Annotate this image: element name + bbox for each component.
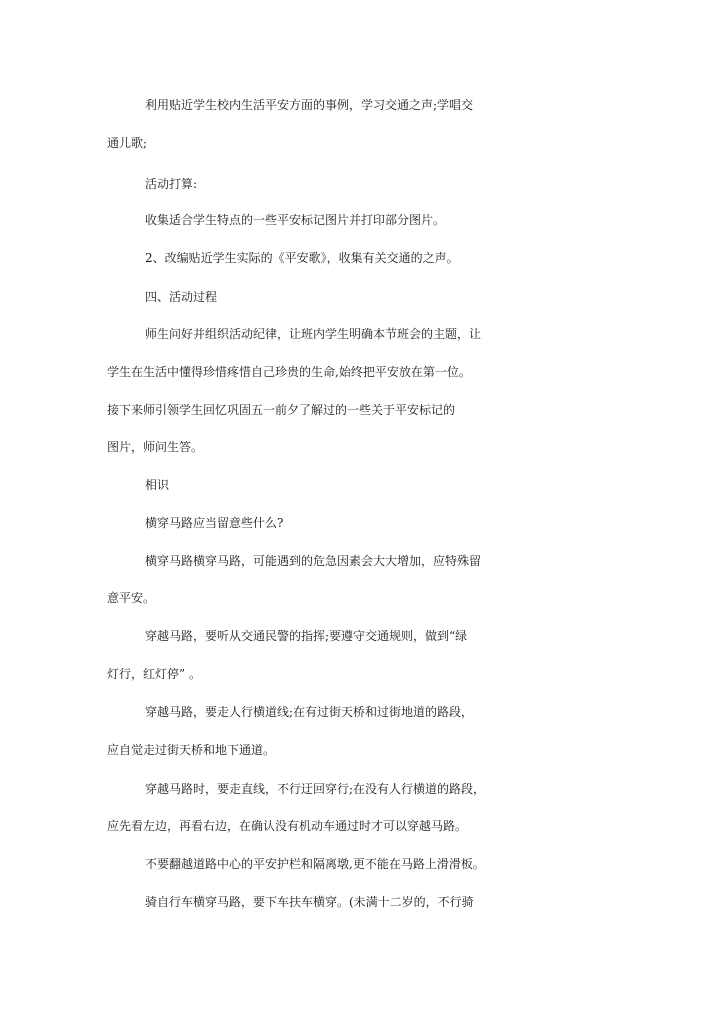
- paragraph-line-5: 2、改编贴近学生实际的《平安歌》，收集有关交通的之声。: [145, 251, 459, 265]
- paragraph-line-3: 活动打算:: [145, 177, 198, 191]
- paragraph-line-22: 骑自行车横穿马路，要下车扶车横穿。(未满十二岁的，不行骑: [145, 895, 474, 909]
- paragraph-line-17: 穿越马路，要走人行横道线;在有过街天桥和过街地道的路段，: [145, 705, 474, 719]
- paragraph-line-21: 不要翻越道路中心的平安护栏和隔离墩,更不能在马路上滑滑板。: [145, 857, 485, 871]
- paragraph-line-7: 师生问好并组织活动纪律，让班内学生明确本节班会的主题，让: [145, 327, 482, 341]
- paragraph-line-14: 意平安。: [107, 591, 156, 605]
- paragraph-line-1: 利用贴近学生校内生活平安方面的事例，学习交通之声;学唱交: [145, 98, 474, 112]
- paragraph-line-16: 灯行，红灯停” 。: [107, 667, 201, 681]
- paragraph-line-19: 穿越马路时，要走直线，不行迂回穿行;在没有人行横道的路段，: [145, 782, 486, 796]
- paragraph-line-9: 接下来师引领学生回忆巩固五一前夕了解过的一些关于平安标记的: [107, 403, 456, 417]
- section-heading: 四、活动过程: [145, 290, 218, 304]
- paragraph-line-18: 应自觉走过街天桥和地下通道。: [107, 743, 276, 757]
- paragraph-line-15: 穿越马路，要听从交通民警的指挥;要遵守交通规则，做到“绿: [145, 629, 468, 643]
- paragraph-line-20: 应先看左边，再看右边，在确认没有机动车通过时才可以穿越马路。: [107, 819, 468, 833]
- paragraph-line-10: 图片，师问生答。: [107, 440, 204, 454]
- paragraph-line-12: 横穿马路应当留意些什么?: [145, 516, 284, 530]
- paragraph-line-8: 学生在生活中懂得珍惜疼惜自己珍贵的生命,始终把平安放在第一位。: [107, 365, 471, 379]
- paragraph-line-11: 相识: [145, 478, 170, 492]
- paragraph-line-4: 收集适合学生特点的一些平安标记图片并打印部分图片。: [145, 213, 446, 227]
- paragraph-line-2: 通儿歌;: [107, 136, 148, 150]
- paragraph-line-13: 横穿马路横穿马路，可能遇到的危急因素会大大增加，应特殊留: [145, 554, 482, 568]
